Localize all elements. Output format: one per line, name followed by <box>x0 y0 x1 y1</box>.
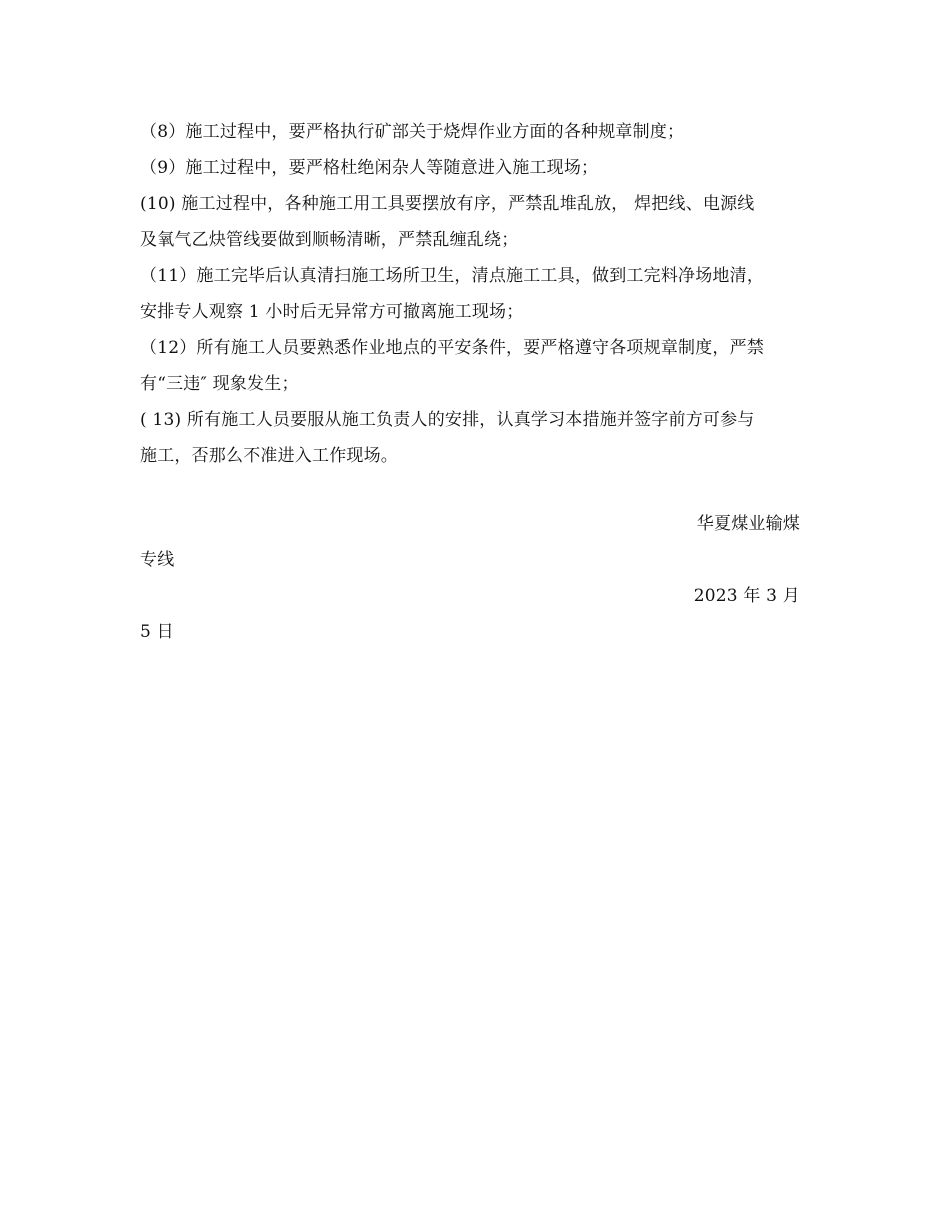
signature-org: 华夏煤业输煤 <box>696 514 800 534</box>
paragraph-line: （8）施工过程中，要严格执行矿部关于烧焊作业方面的各种规章制度； <box>140 122 685 142</box>
paragraph-line: （11）施工完毕后认真清扫施工场所卫生，清点施工工具，做到工完料净场地清， <box>140 266 765 286</box>
paragraph-line: 及氧气乙炔管线要做到顺畅清晰，严禁乱缠乱绕； <box>140 230 519 250</box>
document-body <box>140 114 810 650</box>
paragraph-line: ( 13) 所有施工人员要服从施工负责人的安排，认真学习本措施并签字前方可参与 <box>140 410 755 430</box>
spacer <box>140 474 810 506</box>
paragraph-line: （12）所有施工人员要熟悉作业地点的平安条件，要严格遵守各项规章制度，严禁 <box>140 338 765 358</box>
signature-org-continued: 专线 <box>140 550 175 570</box>
signature-date: 2023 年 3 月 <box>693 586 800 606</box>
paragraph-line: 安排专人观察 1 小时后无异常方可撤离施工现场； <box>140 302 524 322</box>
paragraph-line: (10) 施工过程中，各种施工用工具要摆放有序，严禁乱堆乱放， 焊把线、电源线 <box>140 194 755 214</box>
paragraph-line: （9）施工过程中，要严格杜绝闲杂人等随意进入施工现场； <box>140 158 599 178</box>
paragraph-line: 有“三违″ 现象发生； <box>140 374 299 394</box>
paragraph-line: 施工，否那么不准进入工作现场。 <box>140 446 398 466</box>
signature-date-continued: 5 日 <box>140 622 174 642</box>
